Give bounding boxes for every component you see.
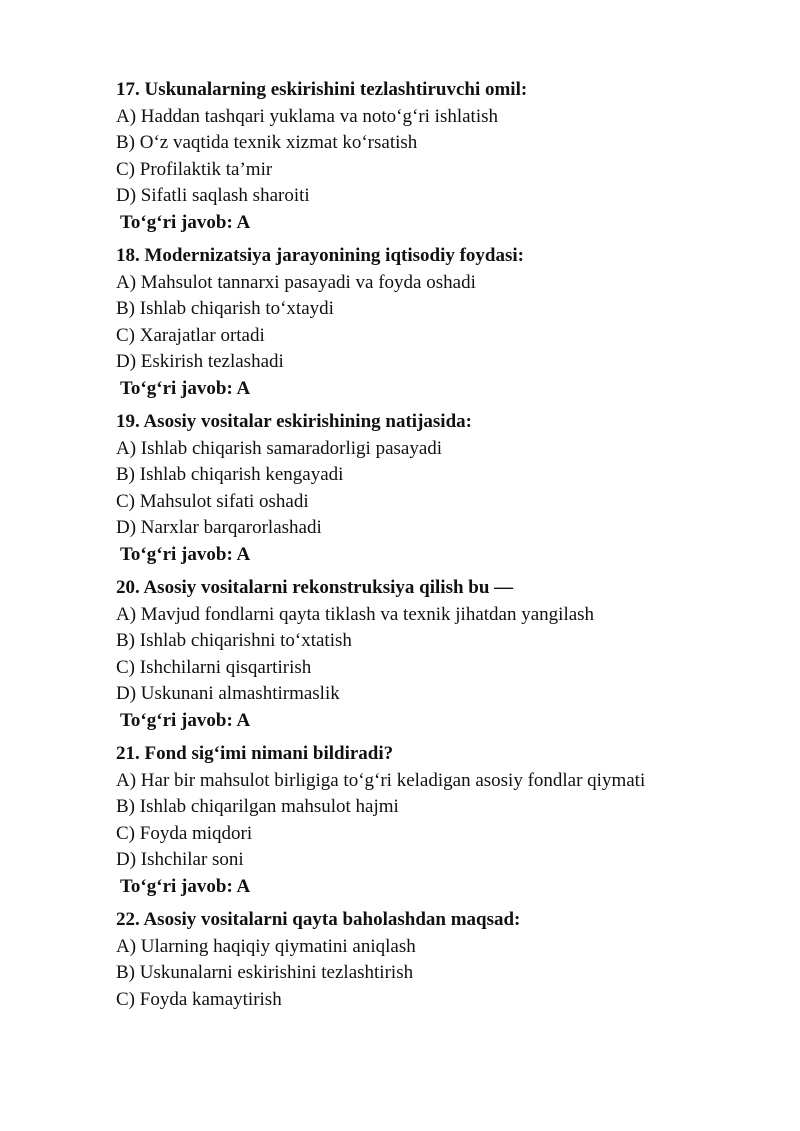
option-c: C) Foyda miqdori <box>116 822 253 844</box>
option-c: C) Mahsulot sifati oshadi <box>116 490 309 512</box>
option-c: C) Xarajatlar ortadi <box>116 324 265 346</box>
option-d: D) Sifatli saqlash sharoiti <box>116 185 310 206</box>
correct-answer: To‘g‘ri javob: A <box>120 543 251 565</box>
question-19 <box>116 409 800 568</box>
question-17 <box>116 77 800 236</box>
correct-answer: To‘g‘ri javob: A <box>120 709 251 731</box>
option-d: D) Uskunani almashtirmaslik <box>116 683 340 704</box>
correct-answer: To‘g‘ri javob: A <box>120 875 251 897</box>
question-title: 17. Uskunalarning eskirishini tezlashtiruvchi omil: <box>116 79 528 100</box>
option-b: B) O‘z vaqtida texnik xizmat ko‘rsatish <box>116 132 418 153</box>
correct-answer: To‘g‘ri javob: A <box>120 211 251 233</box>
option-a: A) Haddan tashqari yuklama va noto‘g‘ri ishlatish <box>116 105 499 127</box>
question-title: 21. Fond sig‘imi nimani bildiradi? <box>116 743 394 764</box>
option-c: C) Ishchilarni qisqartirish <box>116 656 312 678</box>
question-title: 22. Asosiy vositalarni qayta baholashdan maqsad: <box>116 909 521 930</box>
option-b: B) Ishlab chiqarish to‘xtaydi <box>116 298 334 319</box>
question-22 <box>116 907 800 1013</box>
option-b: B) Ishlab chiqarish kengayadi <box>116 464 344 485</box>
option-a: A) Ularning haqiqiy qiymatini aniqlash <box>116 935 416 957</box>
option-b: B) Ishlab chiqarilgan mahsulot hajmi <box>116 796 399 817</box>
option-a: A) Har bir mahsulot birligiga to‘g‘ri keladigan asosiy fondlar qiymati <box>116 769 646 791</box>
question-20 <box>116 575 800 734</box>
correct-answer: To‘g‘ri javob: A <box>120 377 251 399</box>
option-b: B) Uskunalarni eskirishini tezlashtirish <box>116 962 414 983</box>
option-a: A) Mahsulot tannarxi pasayadi va foyda oshadi <box>116 271 476 293</box>
question-21 <box>116 741 800 900</box>
option-d: D) Eskirish tezlashadi <box>116 351 284 372</box>
option-a: A) Mavjud fondlarni qayta tiklash va texnik jihatdan yangilash <box>116 603 595 625</box>
option-b: B) Ishlab chiqarishni to‘xtatish <box>116 630 352 651</box>
question-title: 19. Asosiy vositalar eskirishining natijasida: <box>116 411 472 432</box>
question-18 <box>116 243 800 402</box>
option-d: D) Ishchilar soni <box>116 849 244 870</box>
option-d: D) Narxlar barqarorlashadi <box>116 517 322 538</box>
question-title: 20. Asosiy vositalarni rekonstruksiya qilish bu — <box>116 577 514 598</box>
option-c: C) Profilaktik ta’mir <box>116 158 273 180</box>
option-a: A) Ishlab chiqarish samaradorligi pasayadi <box>116 437 443 459</box>
question-title: 18. Modernizatsiya jarayonining iqtisodiy foydasi: <box>116 245 524 266</box>
option-c: C) Foyda kamaytirish <box>116 988 282 1010</box>
